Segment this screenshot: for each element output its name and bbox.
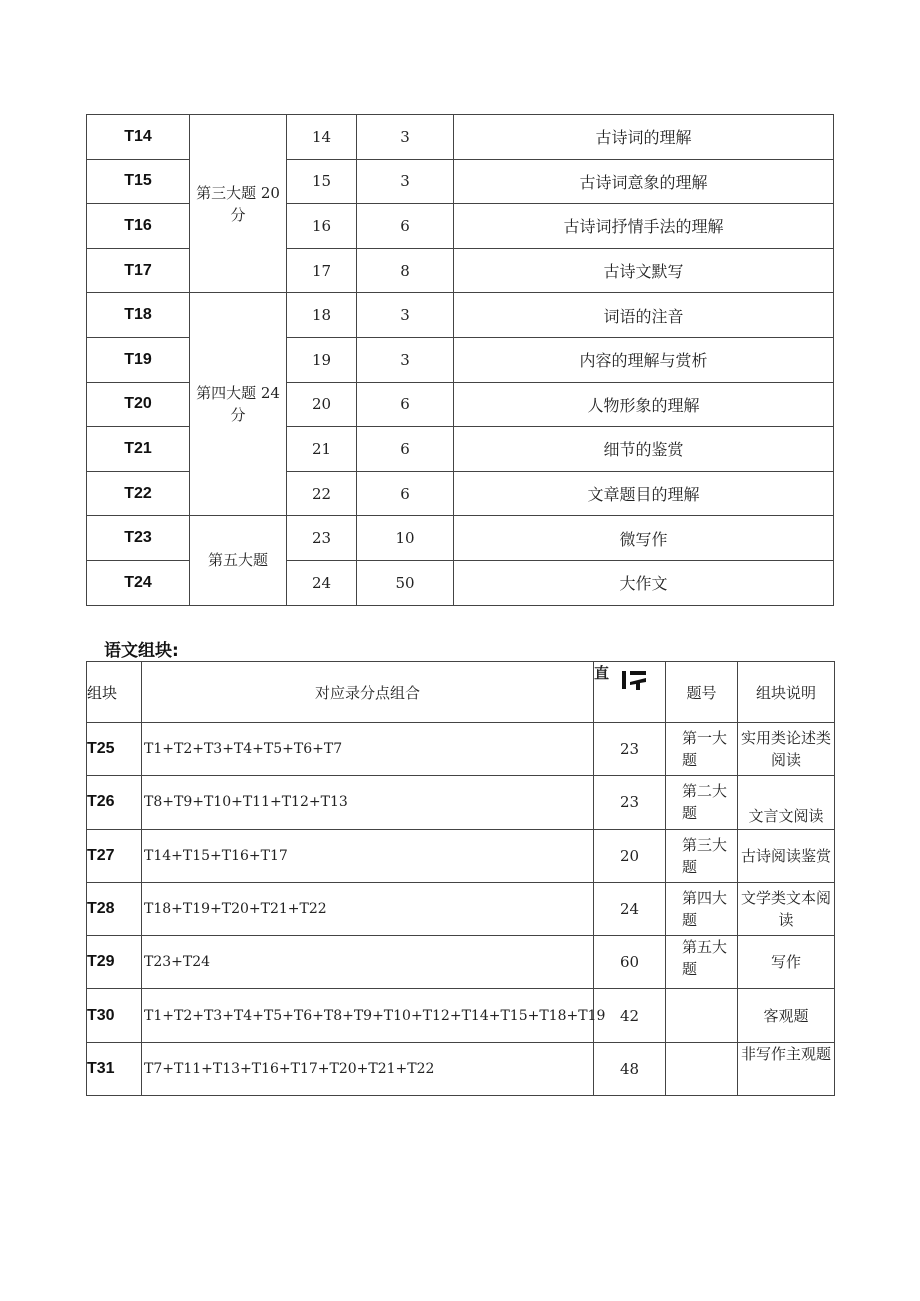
point-id: T20 bbox=[87, 382, 190, 427]
point-description: 古诗词抒情手法的理解 bbox=[454, 204, 834, 249]
point-description: 人物形象的理解 bbox=[454, 382, 834, 427]
combination: T14+T15+T16+T17 bbox=[142, 829, 594, 882]
score-value: 6 bbox=[357, 204, 454, 249]
question-number: 23 bbox=[287, 516, 357, 561]
question-number: 19 bbox=[287, 337, 357, 382]
group-value: 48 bbox=[594, 1042, 666, 1095]
combination: T1+T2+T3+T4+T5+T6+T7 bbox=[142, 723, 594, 776]
score-points-table bbox=[86, 114, 834, 606]
score-value: 6 bbox=[357, 471, 454, 516]
score-value: 3 bbox=[357, 115, 454, 160]
combination: T7+T11+T13+T16+T17+T20+T21+T22 bbox=[142, 1042, 594, 1095]
point-id: T22 bbox=[87, 471, 190, 516]
group-value: 23 bbox=[594, 776, 666, 829]
group-note: 实用类论述类阅读 bbox=[738, 723, 835, 776]
header-group: 组块 bbox=[87, 662, 142, 723]
question-label: 第一大题 bbox=[666, 723, 738, 776]
table-row bbox=[87, 936, 835, 989]
combination: T18+T19+T20+T21+T22 bbox=[142, 882, 594, 935]
point-description: 微写作 bbox=[454, 516, 834, 561]
group-combination-table bbox=[86, 661, 835, 1096]
header-note: 组块说明 bbox=[738, 662, 835, 723]
section-label: 第四大题 24 分 bbox=[190, 293, 287, 516]
table-row bbox=[87, 1042, 835, 1095]
score-value: 3 bbox=[357, 159, 454, 204]
combination: T23+T24 bbox=[142, 936, 594, 989]
group-value: 24 bbox=[594, 882, 666, 935]
table-row bbox=[87, 989, 835, 1042]
table-row bbox=[87, 293, 834, 338]
group-id: T30 bbox=[87, 989, 142, 1042]
score-value: 8 bbox=[357, 248, 454, 293]
point-id: T16 bbox=[87, 204, 190, 249]
group-id: T28 bbox=[87, 882, 142, 935]
section-label: 第五大题 bbox=[190, 516, 287, 605]
score-value: 3 bbox=[357, 337, 454, 382]
score-value: 10 bbox=[357, 516, 454, 561]
question-label: 第二大题 bbox=[666, 776, 738, 829]
point-description: 文章题目的理解 bbox=[454, 471, 834, 516]
group-id: T27 bbox=[87, 829, 142, 882]
point-id: T23 bbox=[87, 516, 190, 561]
question-number: 18 bbox=[287, 293, 357, 338]
score-value: 6 bbox=[357, 382, 454, 427]
table-row bbox=[87, 882, 835, 935]
question-number: 15 bbox=[287, 159, 357, 204]
question-label bbox=[666, 1042, 738, 1095]
point-id: T19 bbox=[87, 337, 190, 382]
section-heading: 语文组块: bbox=[104, 641, 179, 661]
question-number: 24 bbox=[287, 560, 357, 605]
question-label: 第四大题 bbox=[666, 882, 738, 935]
group-note: 文言文阅读 bbox=[738, 776, 835, 829]
group-value: 20 bbox=[594, 829, 666, 882]
header-row bbox=[87, 662, 835, 723]
table-row bbox=[87, 723, 835, 776]
score-value: 3 bbox=[357, 293, 454, 338]
group-value: 60 bbox=[594, 936, 666, 989]
group-id: T29 bbox=[87, 936, 142, 989]
group-id: T25 bbox=[87, 723, 142, 776]
score-value: 50 bbox=[357, 560, 454, 605]
header-combination: 对应录分点组合 bbox=[142, 662, 594, 723]
header-value bbox=[594, 662, 666, 723]
header-value-label: 直 bbox=[594, 664, 610, 682]
question-number: 17 bbox=[287, 248, 357, 293]
combination: T1+T2+T3+T4+T5+T6+T8+T9+T10+T12+T14+T15+T18+T19 bbox=[142, 989, 594, 1042]
group-value: 42 bbox=[594, 989, 666, 1042]
table-row bbox=[87, 776, 835, 829]
question-label: 第三大题 bbox=[666, 829, 738, 882]
question-number: 20 bbox=[287, 382, 357, 427]
group-note: 文学类文本阅读 bbox=[738, 882, 835, 935]
question-label: 第五大题 bbox=[666, 936, 738, 989]
point-description: 古诗词意象的理解 bbox=[454, 159, 834, 204]
group-id: T26 bbox=[87, 776, 142, 829]
section-label: 第三大题 20 分 bbox=[190, 115, 287, 293]
group-note: 写作 bbox=[738, 936, 835, 989]
garbled-glyph-icon bbox=[622, 668, 650, 692]
point-description: 细节的鉴赏 bbox=[454, 427, 834, 472]
point-id: T21 bbox=[87, 427, 190, 472]
group-note: 古诗阅读鉴赏 bbox=[738, 829, 835, 882]
group-note: 非写作主观题 bbox=[738, 1042, 835, 1095]
table-row bbox=[87, 829, 835, 882]
point-id: T15 bbox=[87, 159, 190, 204]
group-id: T31 bbox=[87, 1042, 142, 1095]
group-note: 客观题 bbox=[738, 989, 835, 1042]
point-id: T24 bbox=[87, 560, 190, 605]
group-value: 23 bbox=[594, 723, 666, 776]
point-description: 内容的理解与赏析 bbox=[454, 337, 834, 382]
point-id: T18 bbox=[87, 293, 190, 338]
question-number: 16 bbox=[287, 204, 357, 249]
table-row bbox=[87, 115, 834, 160]
score-value: 6 bbox=[357, 427, 454, 472]
point-id: T14 bbox=[87, 115, 190, 160]
question-label bbox=[666, 989, 738, 1042]
point-id: T17 bbox=[87, 248, 190, 293]
question-number: 22 bbox=[287, 471, 357, 516]
question-number: 21 bbox=[287, 427, 357, 472]
point-description: 词语的注音 bbox=[454, 293, 834, 338]
table-row bbox=[87, 516, 834, 561]
header-question: 题号 bbox=[666, 662, 738, 723]
point-description: 大作文 bbox=[454, 560, 834, 605]
point-description: 古诗词的理解 bbox=[454, 115, 834, 160]
combination: T8+T9+T10+T11+T12+T13 bbox=[142, 776, 594, 829]
question-number: 14 bbox=[287, 115, 357, 160]
point-description: 古诗文默写 bbox=[454, 248, 834, 293]
